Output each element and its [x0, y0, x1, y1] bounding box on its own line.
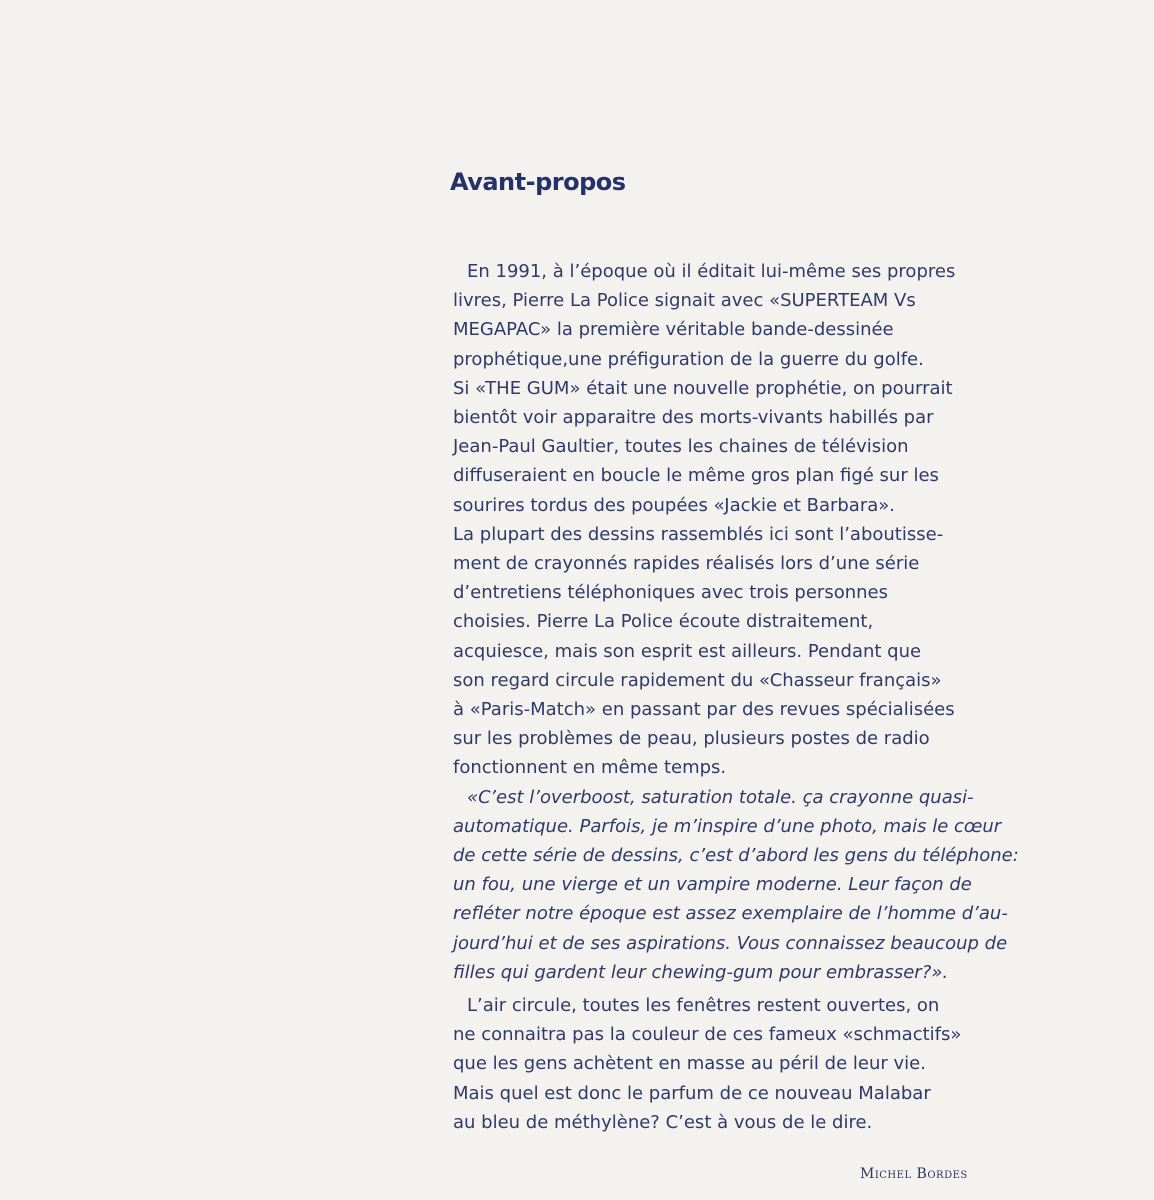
paragraph-quote: [453, 783, 1019, 987]
text-line: En 1991, à l’époque où il éditait lui-même ses propres: [467, 261, 956, 282]
text-line: acquiesce, mais son esprit est ailleurs. Pendant que: [453, 640, 922, 662]
page-title: Avant-propos: [450, 168, 626, 196]
text-line: Mais quel est donc le parfum de ce nouveau Malabar: [453, 1082, 931, 1104]
text-line: prophétique,une préfiguration de la guerre du golfe.: [453, 348, 924, 370]
text-line: «C’est l’overboost, saturation totale. ça crayonne quasi-: [467, 786, 974, 808]
body-text: [453, 257, 1019, 1137]
text-line: de cette série de dessins, c’est d’abord les gens du téléphone:: [453, 845, 1019, 867]
text-line: choisies. Pierre La Police écoute distraitement,: [453, 611, 874, 633]
text-line: automatique. Parfois, je m’inspire d’une photo, mais le cœur: [453, 815, 1002, 837]
text-line: ment de crayonnés rapides réalisés lors d’une série: [453, 553, 920, 575]
text-line: La plupart des dessins rassemblés ici sont l’aboutisse-: [453, 523, 944, 545]
text-line: jourd’hui et de ses aspirations. Vous connaissez beaucoup de: [453, 932, 1008, 954]
text-line: Jean-Paul Gaultier, toutes les chaines de télévision: [453, 436, 909, 458]
paragraph-closing: [453, 991, 1013, 1137]
text-line: ne connaitra pas la couleur de ces fameux «schmactifs»: [453, 1024, 962, 1046]
text-line: Si «THE GUM» était une nouvelle prophétie, on pourrait: [453, 377, 953, 399]
text-line: diffuseraient en boucle le même gros plan figé sur les: [453, 465, 939, 487]
text-line: sourires tordus des poupées «Jackie et Barbara».: [453, 494, 895, 516]
text-line: sur les problèmes de peau, plusieurs postes de radio: [453, 728, 930, 750]
text-line: à «Paris-Match» en passant par des revues spécialisées: [453, 699, 955, 721]
text-line: fonctionnent en même temps.: [453, 757, 727, 779]
author-signature: Michel Bordes: [860, 1166, 968, 1182]
paragraph-intro: [453, 257, 1013, 783]
text-line: filles qui gardent leur chewing-gum pour embrasser?».: [453, 961, 949, 983]
text-line: un fou, une vierge et un vampire moderne. Leur façon de: [453, 874, 972, 896]
text-line: MEGAPAC» la première véritable bande-dessinée: [453, 319, 894, 341]
text-line: L’air circule, toutes les fenêtres restent ouvertes, on: [467, 995, 940, 1017]
text-line: livres, Pierre La Police signait avec «SUPERTEAM Vs: [453, 290, 916, 312]
text-line: au bleu de méthylène? C’est à vous de le dire.: [453, 1111, 873, 1133]
text-line: son regard circule rapidement du «Chasseur français»: [453, 669, 942, 691]
text-line: bientôt voir apparaitre des morts-vivants habillés par: [453, 407, 934, 429]
text-line: d’entretiens téléphoniques avec trois personnes: [453, 582, 888, 604]
text-line: que les gens achètent en masse au péril de leur vie.: [453, 1053, 926, 1075]
text-line: refléter notre époque est assez exemplaire de l’homme d’au-: [453, 903, 1008, 925]
